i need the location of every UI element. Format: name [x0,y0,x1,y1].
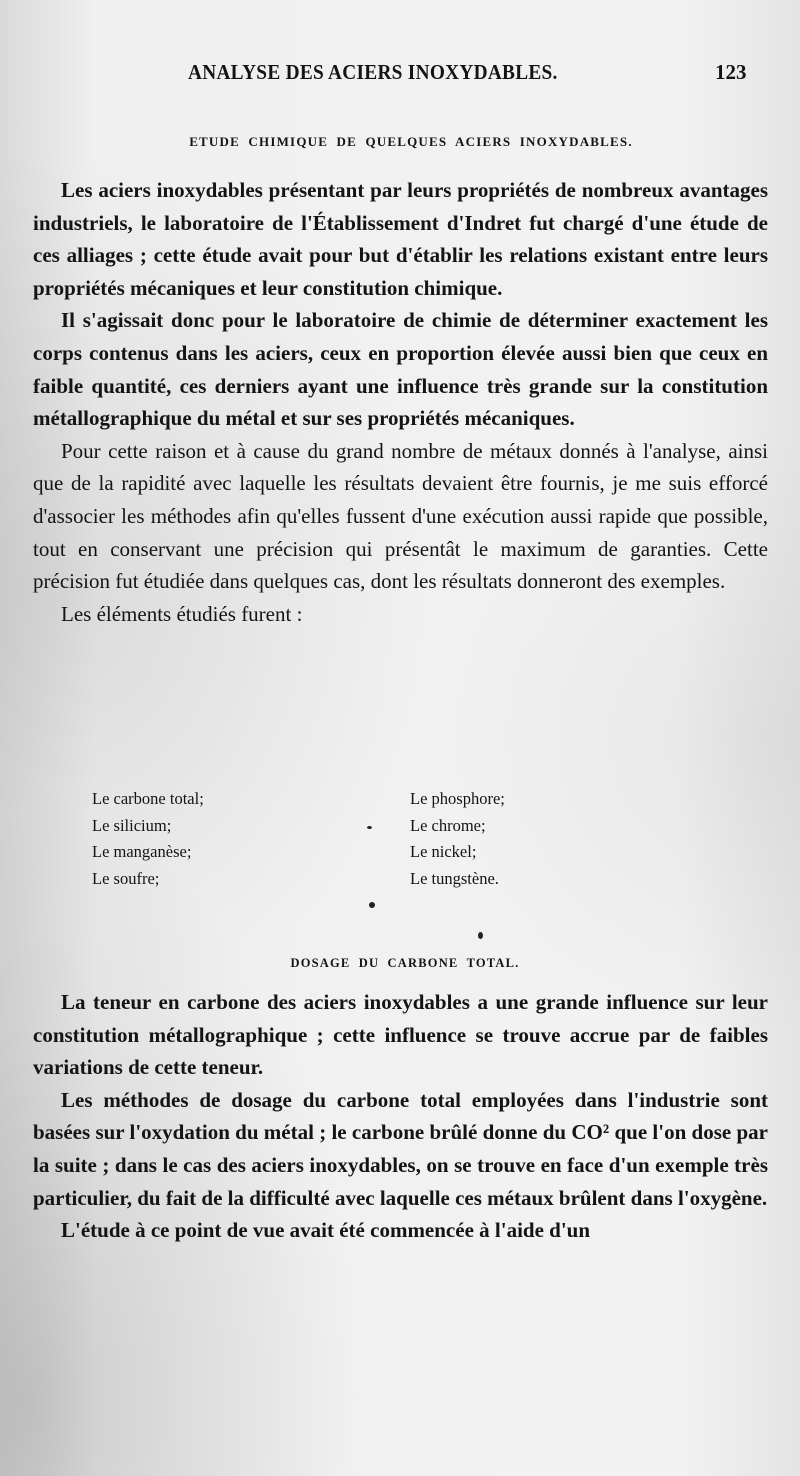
page-number: 123 [715,60,747,84]
section-heading-total-carbon: DOSAGE DU CARBONE TOTAL. [290,956,520,970]
paragraph: Il s'agissait donc pour le laboratoire de chimie de déterminer exactement les corps contenus dans les aciers, ceux en proportion élevée aussi bien que ceux en faible quantité, ces derniers ayant une influence très grande sur la constitution métallographique du métal et sur ses propriétés mécaniques. [33,308,768,431]
list-item: Le carbone total; [92,789,204,808]
ink-speck [478,932,483,939]
list-item: Le tungstène. [410,868,499,888]
list-item: Le silicium; [92,815,172,835]
paragraph: La teneur en carbone des aciers inoxydables a une grande influence sur leur constitution métallographique ; cette influence se trouve accrue par de faibles variations de cette teneur. [33,990,768,1080]
section1-body [33,174,768,630]
running-title: ANALYSE DES ACIERS INOXYDABLES. [188,60,558,84]
paragraph: Les aciers inoxydables présentant par leurs propriétés de nombreux avantages industriels, le laboratoire de l'Établissement d'Indret fut chargé d'une étude de ces alliages ; cette étude avait pour but d'établir les relations existant entre leurs propriétés mécaniques et leur constitution chimique. [33,178,768,300]
section2-body [33,986,768,1247]
elements-column-right [410,786,670,892]
list-item: Le chrome; [410,815,486,835]
running-header [0,56,800,90]
list-item: Le soufre; [92,868,160,888]
list-item: Le nickel; [410,842,477,861]
ink-speck [367,826,372,829]
paragraph: Les méthodes de dosage du carbone total employées dans l'industrie sont basées sur l'oxydation du métal ; le carbone brûlé donne du CO² que l'on dose par la suite ; dans le cas des aciers inoxydables, on se trouve en face d'un exemple très particulier, du fait de la difficulté avec laquelle ces métaux brûlent dans l'oxygène. [33,1087,768,1210]
list-item: Le phosphore; [410,789,505,808]
section-heading-chemical-study: ETUDE CHIMIQUE DE QUELQUES ACIERS INOXYDABLES. [189,134,633,149]
paragraph: Les éléments étudiés furent : [61,601,303,626]
elements-column-left [92,786,352,892]
list-item: Le manganèse; [92,842,192,861]
paragraph: L'étude à ce point de vue avait été commencée à l'aide d'un [61,1218,591,1243]
ink-speck [369,902,375,908]
paragraph: Pour cette raison et à cause du grand nombre de métaux donnés à l'analyse, ainsi que de la rapidité avec laquelle les résultats devaient être fournis, je me suis efforcé d'associer les méthodes afin qu'elles fussent d'une exécution aussi rapide que possible, tout en conservant une précision qui présentât le maximum de garanties. Cette précision fut étudiée dans quelques cas, dont les résultats donneront des exemples. [33,438,768,594]
